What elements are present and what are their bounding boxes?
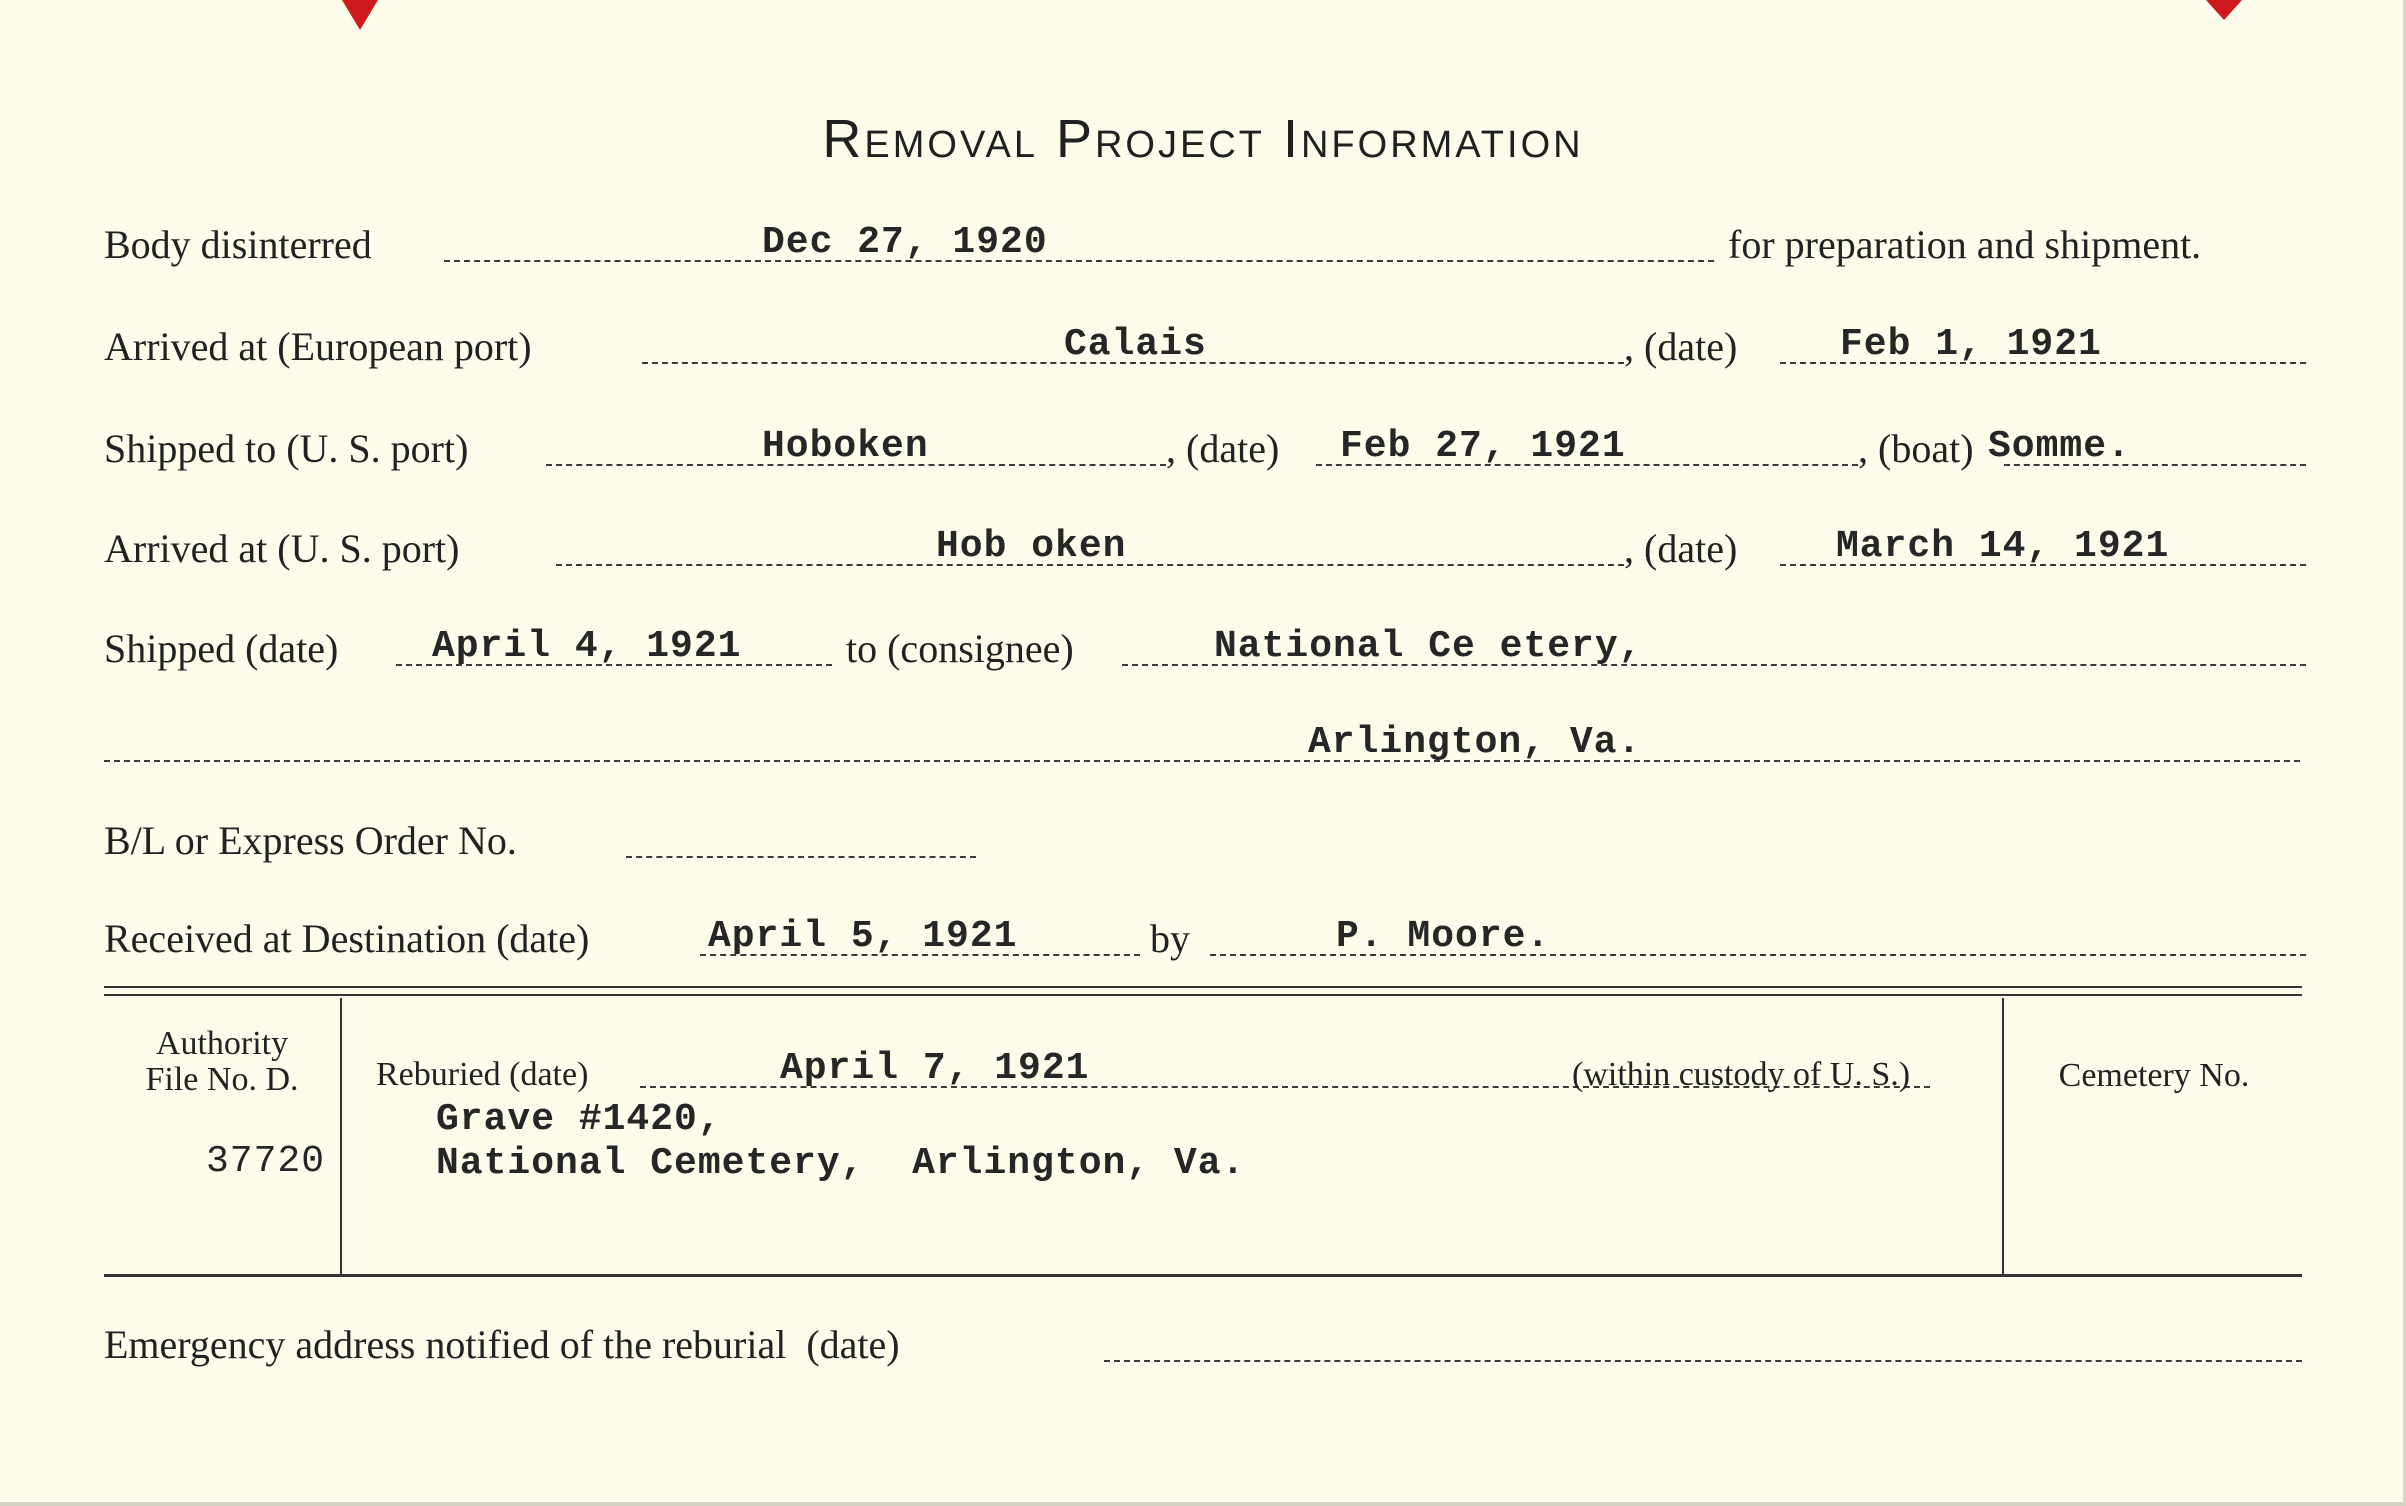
shipped-us-boat: Somme. [1988,425,2131,468]
arrived-european-date: Feb 1, 1921 [1840,323,2102,366]
box-bottom-rule [104,1274,2302,1277]
emergency-label: Emergency address notified of the reburial (date) [104,1322,900,1367]
row-shipped-us [104,416,2306,476]
body-disinterred-value: Dec 27, 1920 [762,221,1048,264]
card-tab-marker-right [2206,0,2242,20]
consignee-label: to (consignee) [846,626,1074,671]
arrived-european-date-label: , (date) [1624,324,1738,369]
box-top-rule-double [104,994,2302,996]
arrived-us-label: Arrived at (U. S. port) [104,526,460,571]
row-shipped [104,616,2306,676]
arrived-european-value: Calais [1064,323,1207,366]
authority-file-number: 37720 [206,1140,326,1183]
form-title: Removal Project Information [822,109,1584,169]
shipped-date: April 4, 1921 [432,625,742,668]
received-date: April 5, 1921 [708,915,1018,958]
bl-order-line [626,856,976,858]
shipped-us-date-label: , (date) [1166,426,1280,471]
bl-order-label: B/L or Express Order No. [104,818,517,863]
reburial-line-1: Grave #1420, [436,1098,722,1141]
row-emergency [104,1312,2306,1372]
authority-label-line2: File No. D. [145,1061,299,1098]
shipped-us-date: Feb 27, 1921 [1340,425,1626,468]
emergency-line [1104,1360,2302,1362]
reburial-line-2: National Cemetery, Arlington, Va. [436,1142,1246,1185]
row-body-disinterred [104,212,2306,272]
authority-label [110,1026,334,1098]
shipped-us-label: Shipped to (U. S. port) [104,426,469,471]
arrived-us-date-label: , (date) [1624,526,1738,571]
row-arrived-european [104,314,2306,374]
shipped-us-boat-label: , (boat) [1858,426,1974,471]
row-received [104,906,2306,966]
row-arrived-us [104,516,2306,576]
card-tab-marker-left [342,0,378,30]
body-disinterred-line [444,260,1714,262]
shipped-date-label: Shipped (date) [104,626,339,671]
received-by-value: P. Moore. [1336,915,1551,958]
body-disinterred-label: Body disinterred [104,222,372,267]
consignee-continued-value: Arlington, Va. [1308,721,1642,764]
box-divider-right [2002,998,2004,1274]
arrived-us-value: Hob oken [936,525,1127,568]
received-by-label: by [1150,916,1190,961]
reburied-date: April 7, 1921 [780,1047,1090,1090]
box-top-rule [104,986,2302,988]
arrived-european-label: Arrived at (European port) [104,324,532,369]
consignee-continued-line [104,760,2300,762]
custody-note: (within custody of U. S.) [1572,1056,1911,1093]
cemetery-no-label: Cemetery No. [2058,1057,2250,1094]
body-disinterred-suffix: for preparation and shipment. [1728,222,2202,267]
consignee-value: National Ce etery, [1214,625,1643,668]
shipped-us-value: Hoboken [762,425,929,468]
arrived-us-date: March 14, 1921 [1836,525,2170,568]
authority-label-line1: Authority [155,1025,289,1062]
row-consignee-continued [104,712,2306,772]
reburied-label: Reburied (date) [376,1056,589,1093]
row-bl-order [104,808,2306,868]
box-divider-left [340,998,342,1274]
received-label: Received at Destination (date) [104,916,590,961]
